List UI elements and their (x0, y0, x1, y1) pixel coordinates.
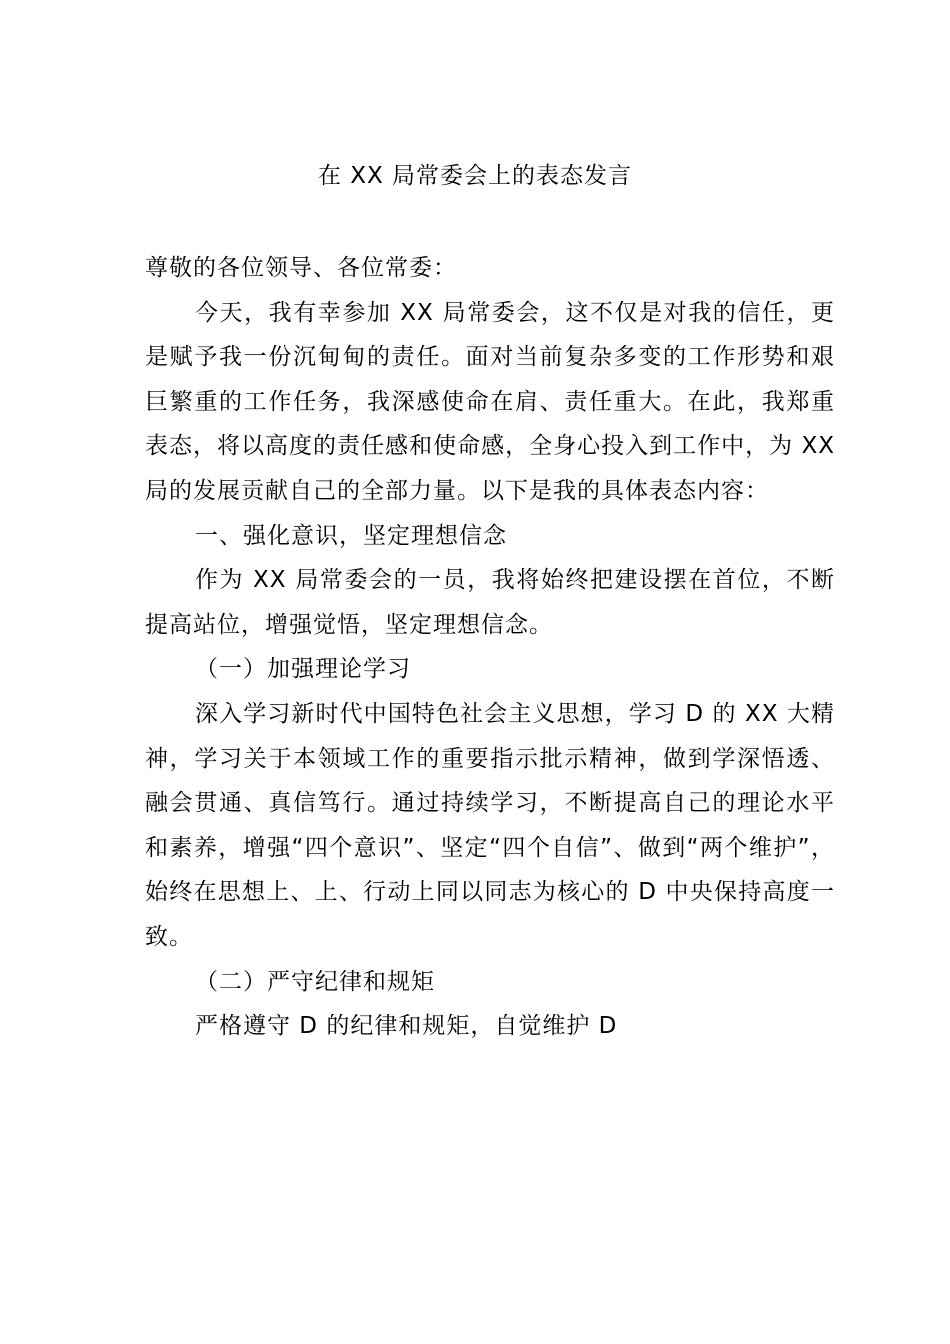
paragraph-intro: 今天，我有幸参加 XX 局常委会，这不仅是对我的信任，更是赋予我一份沉甸甸的责任。面对当前复杂多变的工作形势和艰巨繁重的工作任务，我深感使命在肩、责任重大。在此，我郑重表态，将以高度的责任感和使命感，全身心投入到工作中，为 XX 局的发展贡献自己的全部力量。以下是我的具体表态内容： (145, 299, 835, 504)
section-heading-1: 一、强化意识，坚定理想信念 (195, 522, 507, 549)
paragraph-section-1: 作为 XX 局常委会的一员，我将始终把建设摆在首位，不断提高站位，增强觉悟，坚定理想信念。 (145, 567, 835, 638)
document-title: 在 XX 局常委会上的表态发言 (317, 163, 633, 189)
document-body (145, 246, 835, 1049)
subsection-heading-2: （二）严守纪律和规矩 (195, 968, 435, 995)
subsection-heading-1: （一）加强理论学习 (195, 656, 411, 683)
paragraph-subsection-1: 深入学习新时代中国特色社会主义思想，学习 D 的 XX 大精神，学习关于本领域工作的重要指示批示精神，做到学深悟透、融会贯通、真信笃行。通过持续学习，不断提高自己的理论水平和素养，增强“四个意识”、坚定“四个自信”、做到“两个维护”，始终在思想上、上、行动上同以同志为核心的 D 中央保持高度一致。 (145, 700, 835, 950)
paragraph-subsection-2: 严格遵守 D 的纪律和规矩，自觉维护 D (195, 1013, 618, 1040)
salutation: 尊敬的各位领导、各位常委： (145, 255, 457, 281)
